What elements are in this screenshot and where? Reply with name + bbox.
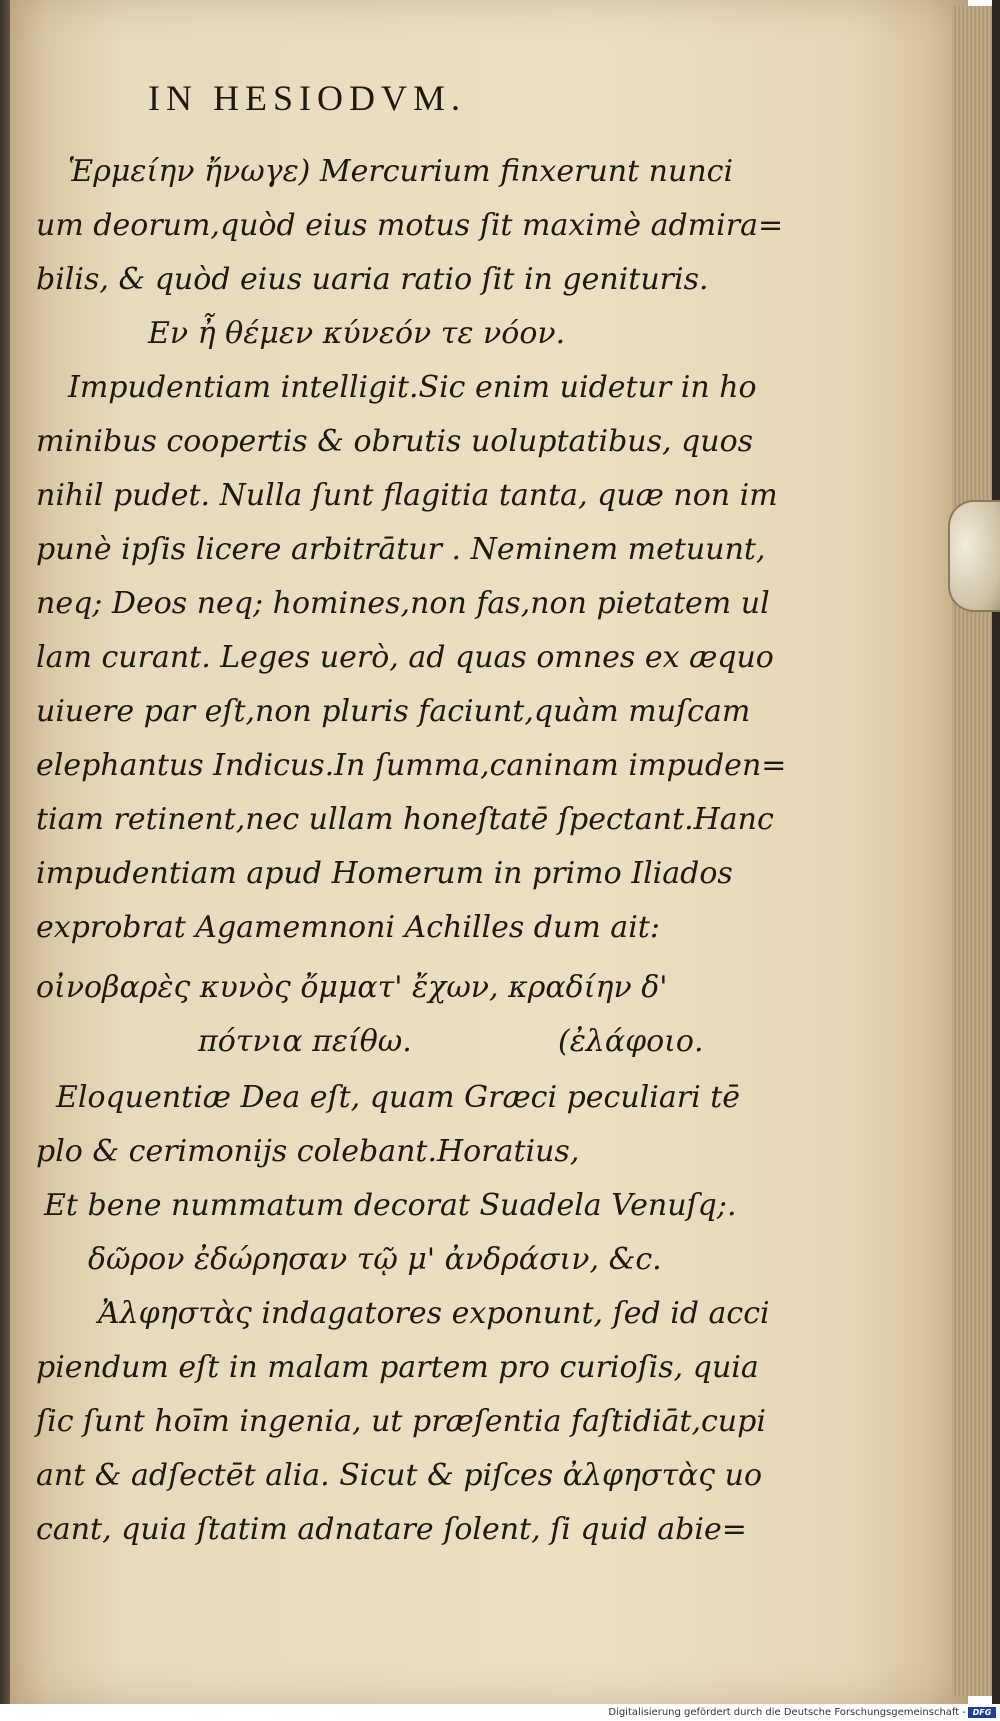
- text-line: ant & adſectēt alia. Sicut & piſces ἀλφηστὰς uo: [36, 1458, 763, 1493]
- text-line: Εν ἦ θέμεν κύνεόν τε νόον.: [148, 316, 566, 351]
- footer-credit: Digitalisierung gefördert durch die Deutsche Forschungsgemeinschaft -: [608, 1707, 966, 1718]
- dfg-logo: DFG: [968, 1707, 996, 1718]
- text-line: lam curant. Leges uerò, ad quas omnes ex æquo: [36, 640, 774, 675]
- text-line: piendum eſt in malam partem pro curioſis, quia: [36, 1350, 759, 1385]
- greek-verse-line: οἰνοβαρὲς κυνὸς ὄμματ' ἔχων, κραδίην δ': [36, 970, 668, 1005]
- text-line: exprobrat Agamemnoni Achilles dum ait:: [36, 910, 660, 945]
- text-line: minibus coopertis & obrutis uoluptatibus, quos: [36, 424, 754, 459]
- text-line: neq; Deos neq; homines,non fas,non pietatem ul: [36, 586, 770, 621]
- text-line: bilis, & quòd eius uaria ratio ſit in genituris.: [36, 262, 709, 297]
- text-line: uiuere par eſt,non pluris faciunt,quàm muſcam: [36, 694, 751, 729]
- text-line: Impudentiam intelligit.Sic enim uidetur in ho: [68, 370, 757, 405]
- text-line: impudentiam apud Homerum in primo Iliados: [36, 856, 733, 891]
- greek-verse-line: πότνια πείθω.: [198, 1024, 412, 1059]
- text-line: Eloquentiæ Dea eſt, quam Græci peculiari tē: [56, 1080, 741, 1115]
- page-edges: [952, 6, 996, 1696]
- text-line: um deorum,quòd eius motus ſit maximè admira=: [36, 208, 784, 243]
- text-line: tiam retinent,nec ullam honeſtatē ſpectant.Hanc: [36, 802, 774, 837]
- clasp-tab: [948, 500, 1000, 612]
- running-head: IN HESIODVM.: [148, 78, 466, 118]
- background-strip: [992, 0, 1000, 1704]
- text-line: plo & cerimonijs colebant.Horatius,: [36, 1134, 580, 1169]
- text-line: cant, quia ſtatim adnatare ſolent, ſi quid abie=: [36, 1512, 747, 1547]
- text-line: Et bene nummatum decorat Suadela Venuſq;.: [44, 1188, 737, 1223]
- greek-verse-line: δῶρον ἐδώρησαν τῷ μ' ἀνδράσιν, &c.: [88, 1242, 662, 1277]
- text-line: nihil pudet. Nulla ſunt flagitia tanta, quæ non im: [36, 478, 778, 513]
- text-line: punè ipſis licere arbitrātur . Neminem metuunt,: [36, 532, 766, 567]
- text-line: ſic ſunt hoīm ingenia, ut præſentia faſtidiāt,cupi: [36, 1404, 766, 1439]
- page-paper: [10, 0, 968, 1704]
- greek-verse-line: (ἐλάφοιο.: [558, 1024, 704, 1059]
- text-line: Ἑρμείην ἤνωγε) Mercurium finxerunt nunci: [68, 154, 734, 189]
- digitization-footer: [0, 1704, 1000, 1721]
- text-line: elephantus Indicus.In ſumma,caninam impuden=: [36, 748, 787, 783]
- text-line: Ἀλφηστὰς indagatores exponunt, ſed id acci: [98, 1296, 770, 1331]
